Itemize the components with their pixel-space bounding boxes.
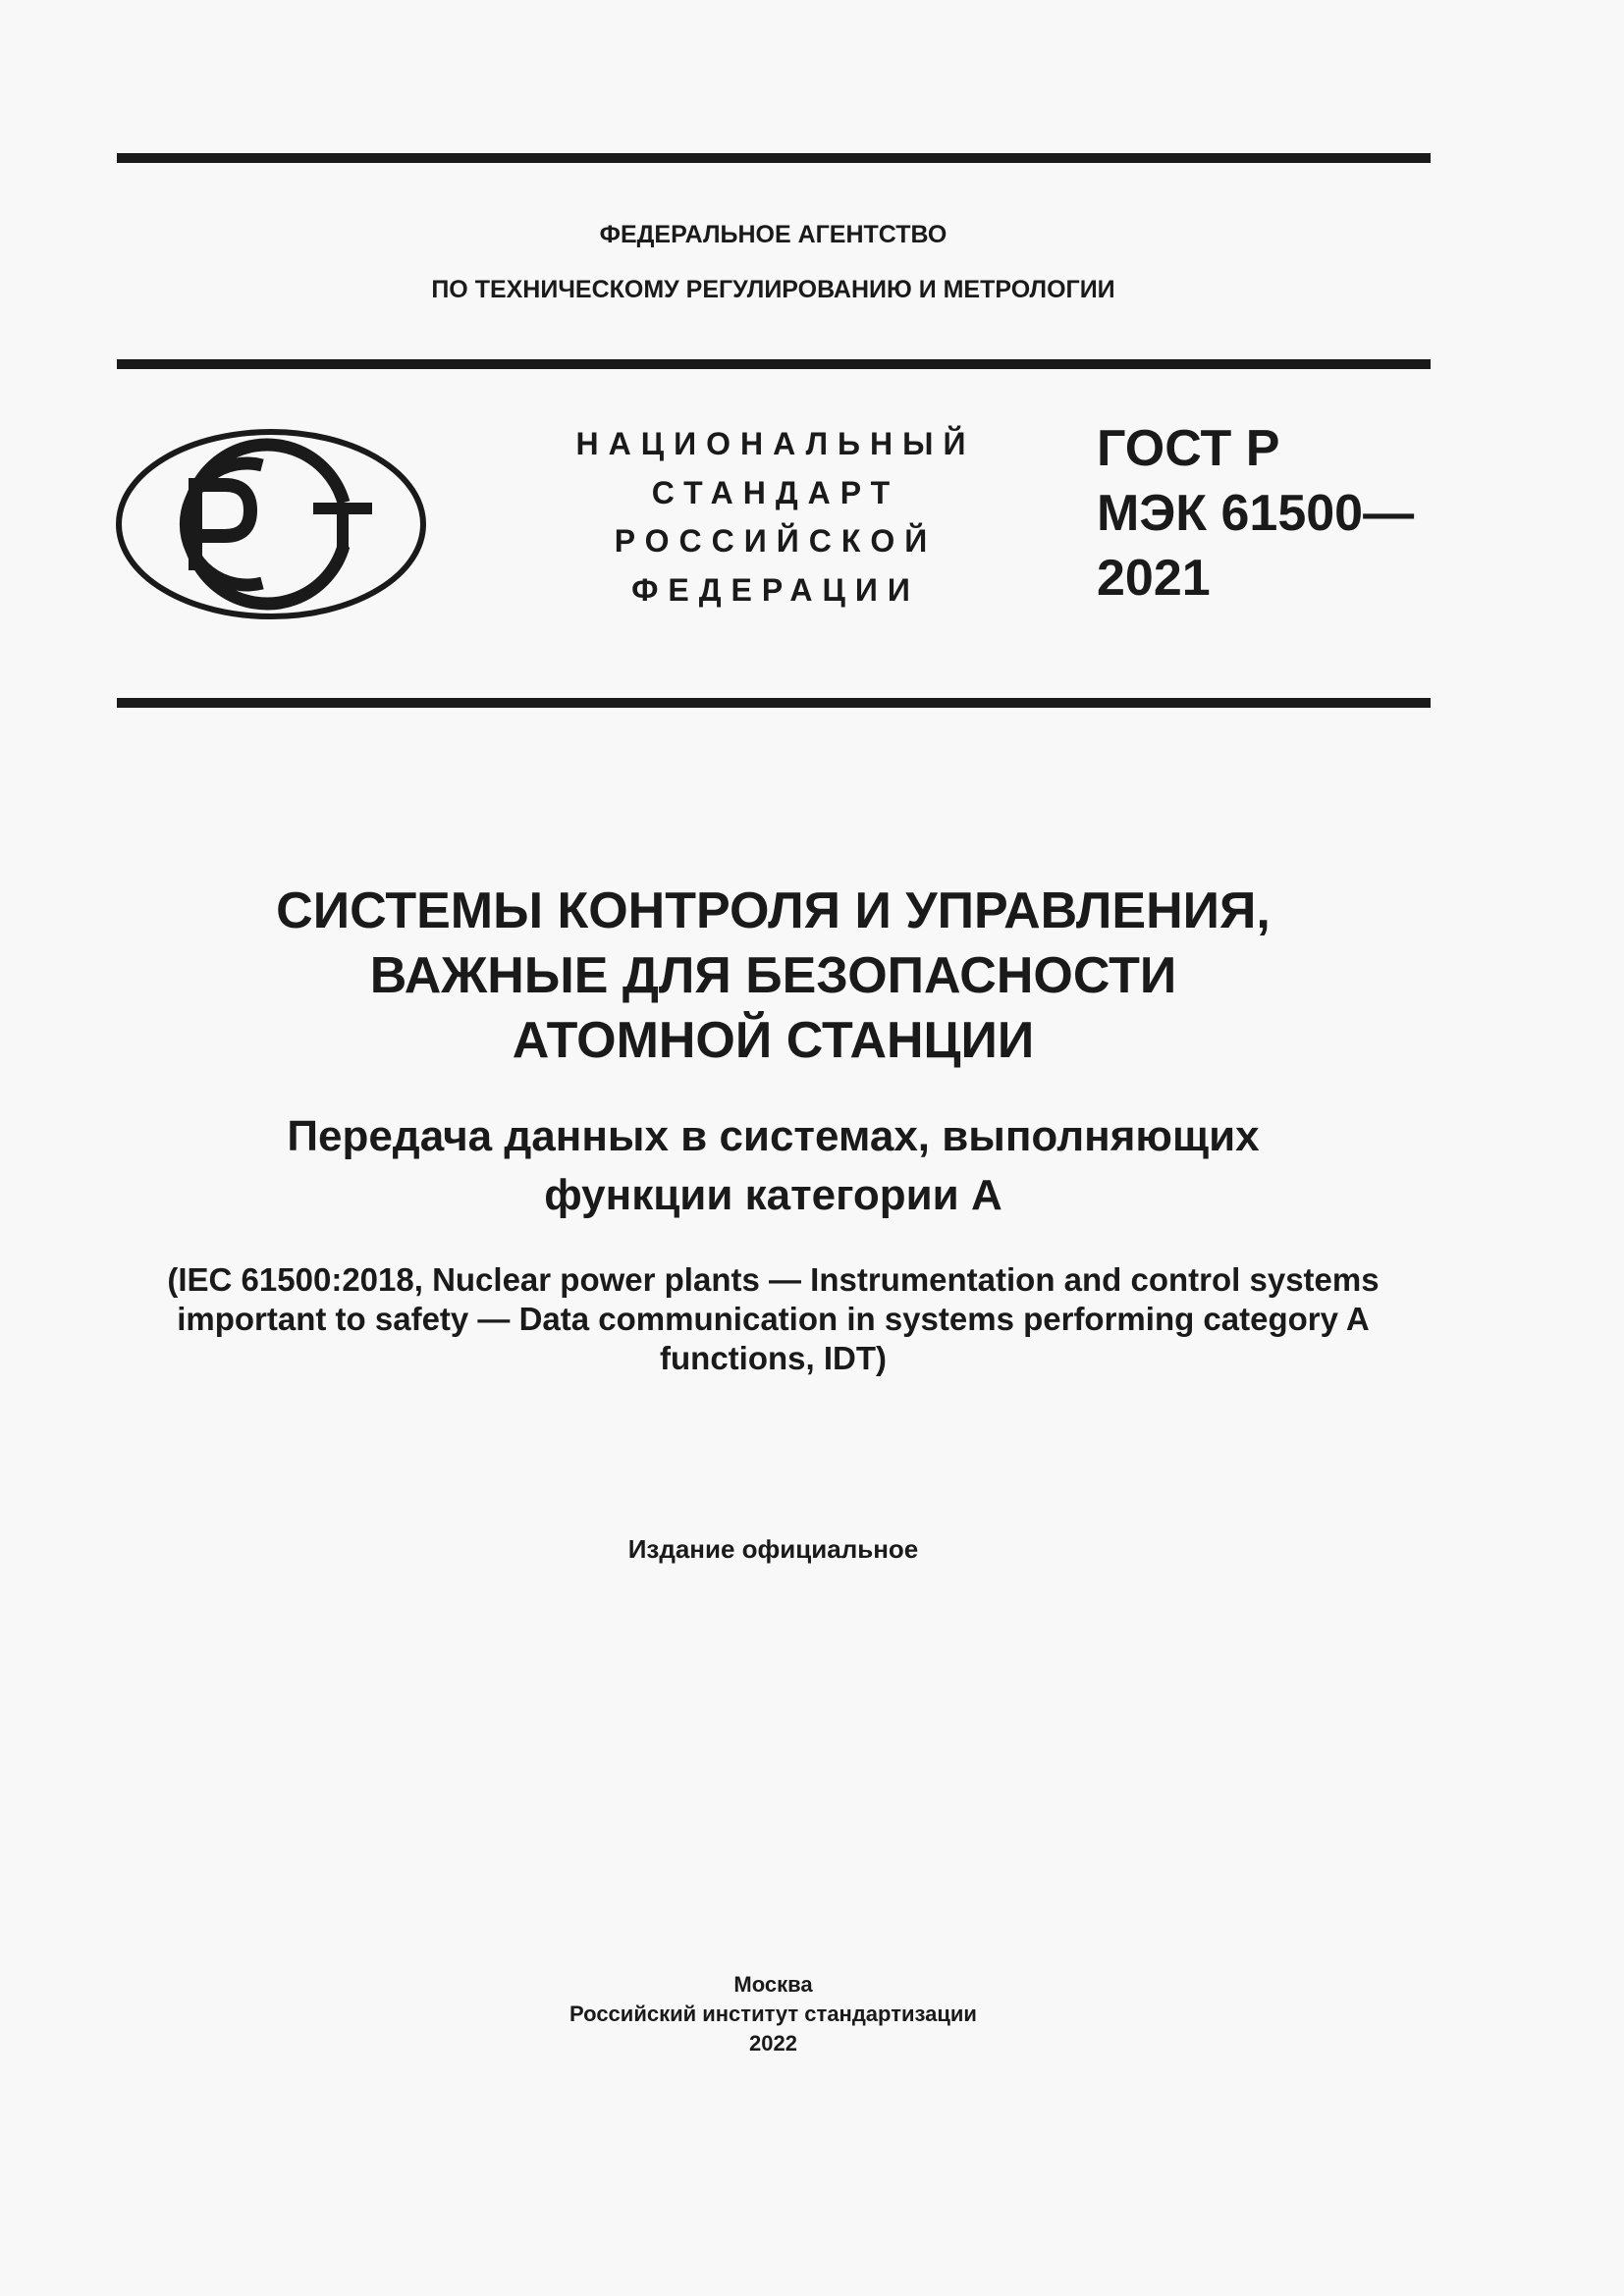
designation-line-2: МЭК 61500— xyxy=(1097,485,1415,542)
national-line-4: ФЕДЕРАЦИИ xyxy=(631,571,920,608)
agency-name xyxy=(0,207,1546,317)
rst-mark-icon xyxy=(115,428,427,620)
designation-line-3: 2021 xyxy=(1097,550,1211,607)
agency-line-1: ФЕДЕРАЛЬНОЕ АГЕНТСТВО xyxy=(599,221,947,248)
imprint xyxy=(0,1970,1546,2058)
top-rule xyxy=(117,153,1431,163)
national-line-2: СТАНДАРТ xyxy=(651,474,900,510)
edition-label: Издание официальное xyxy=(627,1534,919,1564)
title-line-3: АТОМНОЙ СТАНЦИИ xyxy=(512,1012,1035,1069)
imprint-year: 2022 xyxy=(749,2031,797,2056)
designation-line-1: ГОСТ Р xyxy=(1097,420,1280,477)
imprint-publisher: Российский институт стандартизации xyxy=(569,2002,977,2026)
reference-line-2: important to safety — Data communication in systems performing category A xyxy=(177,1301,1370,1337)
document-title xyxy=(0,879,1546,1073)
national-standard-label xyxy=(550,420,1001,614)
document-subtitle xyxy=(0,1107,1546,1225)
title-line-2: ВАЖНЫЕ ДЛЯ БЕЗОПАСНОСТИ xyxy=(369,947,1177,1004)
iec-reference xyxy=(0,1260,1546,1378)
imprint-city: Москва xyxy=(733,1972,813,1997)
reference-line-3: functions, IDT) xyxy=(660,1340,887,1376)
national-line-3: РОССИЙСКОЙ xyxy=(614,523,938,559)
subtitle-line-1: Передача данных в системах, выполняющих xyxy=(287,1112,1260,1160)
national-line-1: НАЦИОНАЛЬНЫЙ xyxy=(575,426,976,461)
subtitle-line-2: функции категории А xyxy=(544,1171,1002,1219)
agency-line-2: ПО ТЕХНИЧЕСКОМУ РЕГУЛИРОВАНИЮ И МЕТРОЛОГИИ xyxy=(431,276,1115,303)
title-line-1: СИСТЕМЫ КОНТРОЛЯ И УПРАВЛЕНИЯ, xyxy=(276,882,1271,939)
reference-line-1: (IEC 61500:2018, Nuclear power plants — Instrumentation and control systems xyxy=(167,1261,1380,1298)
header-bottom-rule xyxy=(117,698,1431,708)
standard-designation xyxy=(1097,416,1414,611)
header-divider-rule xyxy=(117,359,1431,369)
